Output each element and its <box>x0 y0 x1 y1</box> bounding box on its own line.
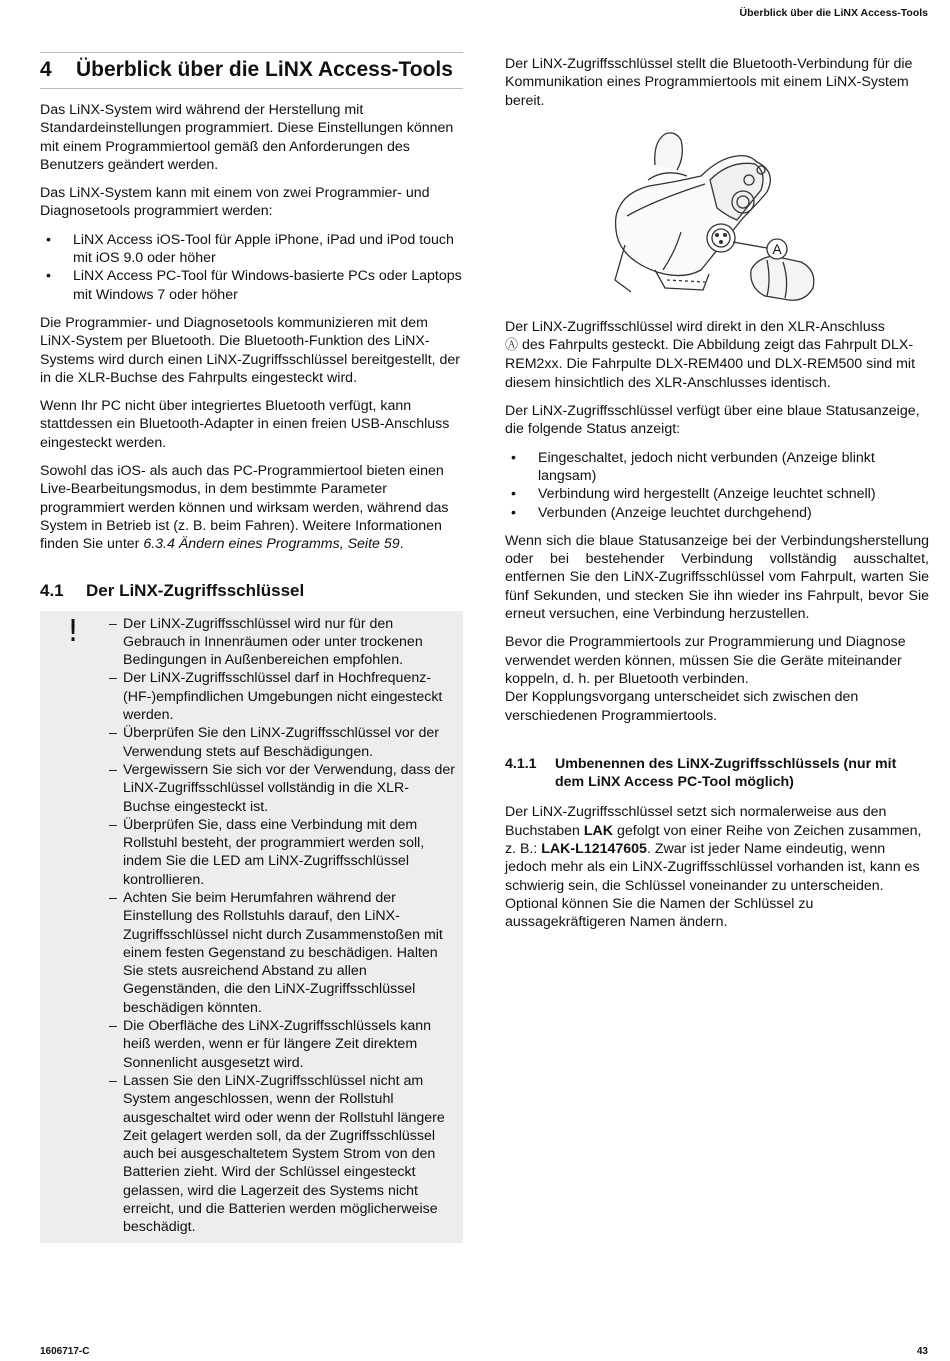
warning-box <box>40 611 463 1243</box>
list-item: • Verbunden (Anzeige leuchtet durchgehend) <box>505 504 929 522</box>
xlr-paragraph: Der LiNX-Zugriffsschlüssel wird direkt in den XLR-Anschluss Ⓐ des Fahrpults gesteckt. Die Abbildung zeigt das Fahrpult DLX-REM2xx. Die Fahrpulte DLX-REM400 und DLX-REM500 sind mit diesem hinsichtlich des XLR-Anschlusses identisch. <box>505 318 916 391</box>
joystick-illustration <box>505 120 929 308</box>
warning-item: – Der LiNX-Zugriffsschlüssel darf in Hochfrequenz-(HF-)empfindlichen Umgebungen nicht eingesteckt werden. <box>123 669 455 724</box>
warning-item: – Der LiNX-Zugriffsschlüssel wird nur für den Gebrauch in Innenräumen oder unter trockenen Bedingungen in Außenbereichen empfohlen. <box>123 615 455 670</box>
pairing-paragraph: Bevor die Programmiertools zur Programmierung und Diagnose verwendet werden können, müssen Sie die Geräte miteinander koppeln, d. h. per Bluetooth verbinden. Der Kopplungsvorgang unterscheidet sich zwischen den verschiedenen Programmiertools. <box>505 634 906 724</box>
page-number: 43 <box>916 1346 928 1357</box>
callout-a-reference: Ⓐ <box>505 338 519 354</box>
key-prefix: LAK <box>583 822 614 839</box>
warning-item: – Überprüfen Sie den LiNX-Zugriffsschlüssel vor der Verwendung stets auf Beschädigungen. <box>123 724 455 761</box>
key-example: LAK-L12147605 <box>541 841 647 858</box>
subsection-number: 4.1.1 <box>505 755 537 772</box>
list-item: • LiNX Access iOS-Tool für Apple iPhone, iPad und iPod touch mit iOS 9.0 oder höher <box>40 231 463 268</box>
tools-list <box>40 231 463 304</box>
chapter-title <box>40 52 463 89</box>
status-list <box>505 449 929 522</box>
chapter-number: 4 <box>40 58 52 81</box>
list-item: • Verbindung wird hergestellt (Anzeige leuchtet schnell) <box>505 485 929 503</box>
joystick-figure <box>505 120 929 308</box>
section-number: 4.1 <box>40 580 64 600</box>
tools-paragraph: Das LiNX-System kann mit einem von zwei Programmier- und Diagnosetools programmiert werden: <box>40 185 430 220</box>
warning-list <box>40 615 455 1237</box>
subsection-heading <box>505 755 929 792</box>
rename-paragraph: Der LiNX-Zugriffsschlüssel setzt sich normalerweise aus den Buchstaben LAK gefolgt von einer Reihe von Zeichen zusammen, z. B.: LAK-L12147605. Zwar ist jeder Name eindeutig, wenn jedoch mehr als ein LiNX-Zugriffsschlüssel vorhanden ist, kann es schwierig sein, die Schlüssel voneinander zu unterscheiden. Optional können Sie die Namen der Schlüssel zu aussagekräftigeren Namen ändern. <box>505 804 922 931</box>
live-edit-paragraph: Sowohl das iOS- als auch das PC-Programmiertool bieten einen Live-Bearbeitungsmodus, in dem bestimmte Parameter programmiert werden können und wirksam werden, während das System in Betrieb ist (z. B. beim Fahren). Weitere Informationen finden Sie unter 6.3.4 Ändern eines Programms, Seite 59. <box>40 463 449 553</box>
running-header: Überblick über die LiNX Access-Tools <box>739 7 928 19</box>
status-paragraph: Der LiNX-Zugriffsschlüssel verfügt über eine blaue Statusanzeige, die folgende Status anzeigt: <box>505 403 920 438</box>
cross-reference-link[interactable]: 6.3.4 Ändern eines Programms, Seite 59 <box>143 536 400 553</box>
subsection-title: Umbenennen des LiNX-Zugriffsschlüssels (nur mit dem LiNX Access PC-Tool möglich) <box>555 755 897 791</box>
warning-item: – Vergewissern Sie sich vor der Verwendung, dass der LiNX-Zugriffsschlüssel vollständig in die XLR-Buchse eingesteckt ist. <box>123 761 455 816</box>
warning-item: – Achten Sie beim Herumfahren während der Einstellung des Rollstuhls darauf, den LiNX-Zugriffsschlüssel nicht durch Zusammenstoßen mit einem festen Gegenstand zu beschädigen. Halten Sie stets ausreichend Abstand zu allen Gegenständen, die den LiNX-Zugriffsschlüssel beschädigen könnten. <box>123 889 455 1017</box>
bluetooth-paragraph: Die Programmier- und Diagnosetools kommunizieren mit dem LiNX-System per Bluetooth. Die Bluetooth-Funktion des LiNX-Systems wird durch einen LiNX-Zugriffsschlüssel bereitgestellt, der in die XLR-Buchse des Fahrpults eingesteckt wird. <box>40 314 461 386</box>
access-key-intro: Der LiNX-Zugriffsschlüssel stellt die Bluetooth-Verbindung für die Kommunikation eines Programmiertools mit einem LiNX-System bereit. <box>505 56 913 109</box>
warning-item: – Überprüfen Sie, dass eine Verbindung mit dem Rollstuhl besteht, der programmiert werden soll, indem Sie die LED am LiNX-Zugriffsschlüssel kontrollieren. <box>123 816 455 889</box>
warning-icon: ! <box>67 613 80 649</box>
intro-paragraph: Das LiNX-System wird während der Herstellung mit Standardeinstellungen programmiert. Diese Einstellungen können mit einem Programmiertool gemäß den Anforderungen des Benutzers geändert werden. <box>40 102 454 173</box>
section-heading <box>40 580 463 602</box>
document-number: 1606717-C <box>40 1346 90 1357</box>
right-column <box>505 55 929 942</box>
list-item: • LiNX Access PC-Tool für Windows-basierte PCs oder Laptops mit Windows 7 oder höher <box>40 267 463 304</box>
reconnect-paragraph: Wenn sich die blaue Statusanzeige bei der Verbindungsherstellung oder bei bestehender Verbindung vollständig ausschaltet, entfernen Sie den LiNX-Zugriffsschlüssel vom Fahrpult, warten Sie fünf Sekunden, und stecken Sie ihn wieder ins Fahrpult, bevor Sie erneut versuchen, eine Verbindung herzustellen. <box>505 532 929 623</box>
warning-item: – Die Oberfläche des LiNX-Zugriffsschlüssels kann heiß werden, wenn er für längere Zeit direktem Sonnenlicht ausgesetzt wird. <box>123 1017 455 1072</box>
warning-item: – Lassen Sie den LiNX-Zugriffsschlüssel nicht am System angeschlossen, wenn der Rollstuhl ausgeschaltet wird oder wenn der Rollstuhl längere Zeit gelagert werden soll, da der Zugriffsschlüssel auch bei ausgeschaltetem System Strom von den Batterien zieht. Wird der Schlüssel eingesteckt gelassen, wird die Lagerzeit des Systems nicht erreicht, und die Batterien werden möglicherweise beschädigt. <box>123 1072 455 1237</box>
chapter-title-text: Überblick über die LiNX Access-Tools <box>76 58 453 81</box>
left-column <box>40 52 463 1243</box>
figure-callout-label: A <box>772 240 782 257</box>
list-item: • Eingeschaltet, jedoch nicht verbunden (Anzeige blinkt langsam) <box>505 449 929 486</box>
adapter-paragraph: Wenn Ihr PC nicht über integriertes Bluetooth verfügt, kann stattdessen ein Bluetooth-Adapter in einen freien USB-Anschluss eingesteckt werden. <box>40 398 450 451</box>
figure-callout-a <box>767 239 787 259</box>
section-title: Der LiNX-Zugriffsschlüssel <box>86 580 305 600</box>
